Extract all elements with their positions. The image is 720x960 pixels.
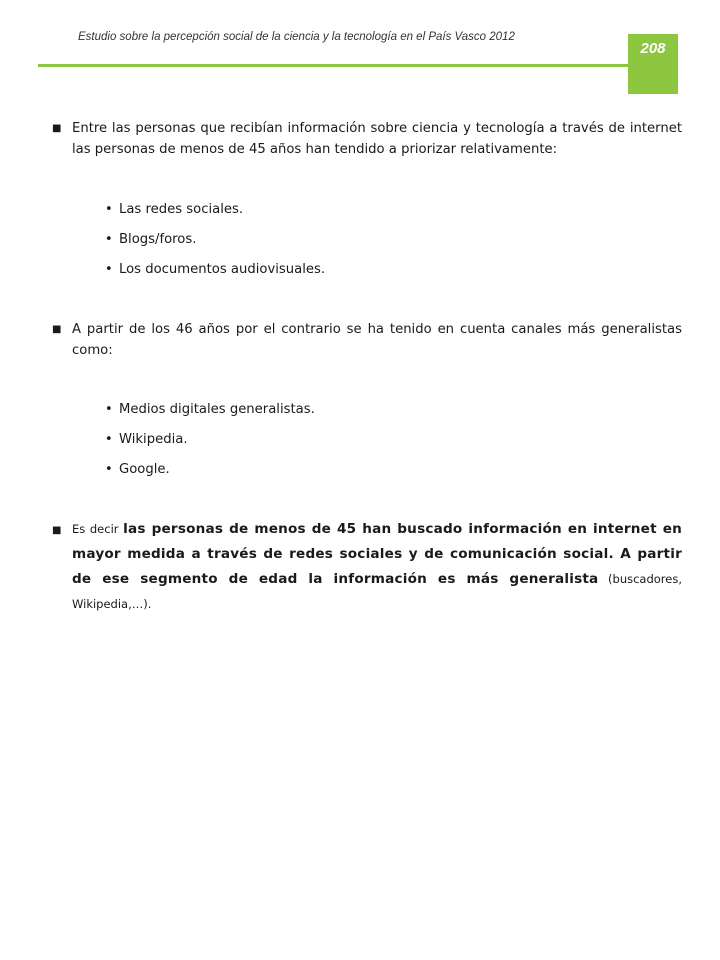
paragraph-2-text: A partir de los 46 años por el contrario se ha tenido en cuenta canales más generalistas como: xyxy=(72,322,682,358)
page-number-box xyxy=(628,34,678,94)
paragraph-3-intro: Es decir xyxy=(72,522,124,536)
bullet-icon: • xyxy=(105,262,113,277)
list-1 xyxy=(52,199,682,289)
bullet-icon: • xyxy=(105,462,113,477)
header-rule xyxy=(38,64,628,67)
list-item xyxy=(105,229,682,259)
list-item xyxy=(105,429,682,459)
paragraph-1 xyxy=(52,118,682,160)
paragraph-3-end: (buscadores, Wikipedia,…). xyxy=(72,572,683,611)
list-item-text: Google. xyxy=(119,462,170,477)
document-body xyxy=(52,118,682,617)
list-item-text: Las redes sociales. xyxy=(119,202,244,217)
paragraph-2 xyxy=(52,319,682,361)
bullet-icon: • xyxy=(105,402,113,417)
bullet-icon: • xyxy=(105,432,113,447)
list-2 xyxy=(52,399,682,489)
paragraph-3-bold: las personas de menos de 45 han buscado información en internet en mayor medida a través de redes sociales y de comunicación social. A partir de ese segmento de edad la información es más generalista xyxy=(72,521,682,587)
list-item-text: Blogs/foros. xyxy=(119,232,197,247)
page-number: 208 xyxy=(640,40,666,57)
bullet-icon: • xyxy=(105,232,113,247)
square-bullet-icon: ■ xyxy=(52,324,62,335)
paragraph-3 xyxy=(52,517,682,617)
list-item xyxy=(105,199,682,229)
square-bullet-icon: ■ xyxy=(52,123,62,134)
list-item-text: Los documentos audiovisuales. xyxy=(119,262,326,277)
list-item xyxy=(105,259,682,289)
header-title: Estudio sobre la percepción social de la ciencia y la tecnología en el País Vasco 2012 xyxy=(78,31,515,43)
bullet-icon: • xyxy=(105,202,113,217)
list-item xyxy=(105,399,682,429)
list-item-text: Wikipedia. xyxy=(119,432,188,447)
paragraph-1-text: Entre las personas que recibían información sobre ciencia y tecnología a través de internet las personas de menos de 45 años han tendido a priorizar relativamente: xyxy=(72,121,682,157)
list-item-text: Medios digitales generalistas. xyxy=(119,402,315,417)
square-bullet-icon: ■ xyxy=(52,525,62,536)
list-item xyxy=(105,459,682,489)
